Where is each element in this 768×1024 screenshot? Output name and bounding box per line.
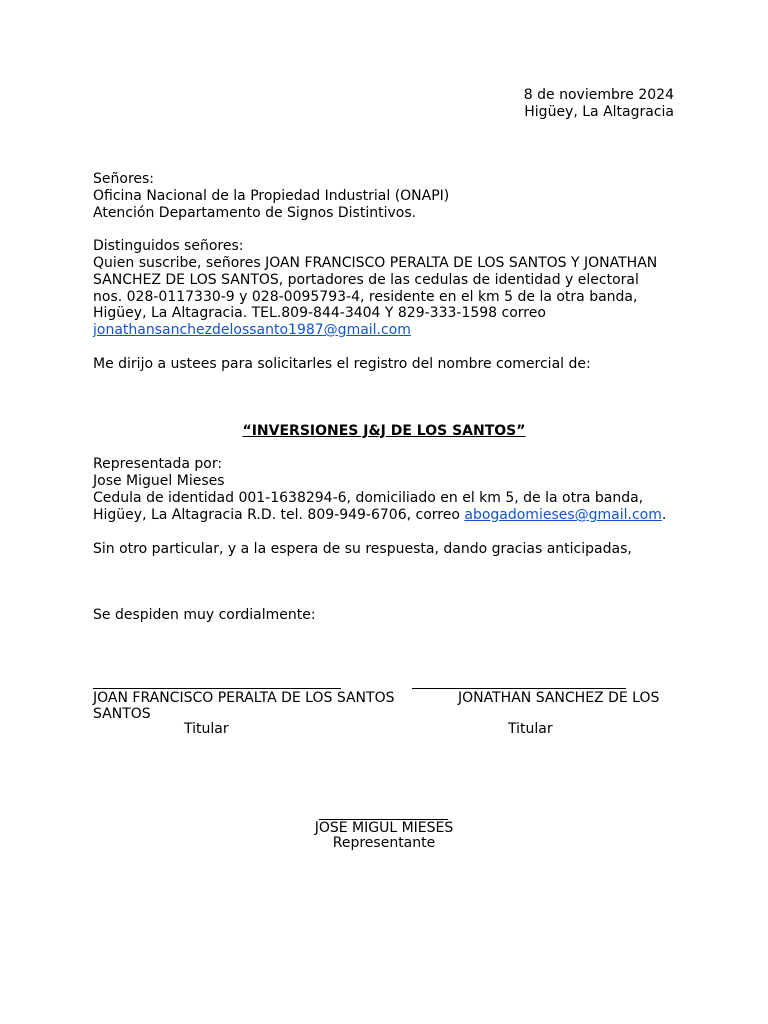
representative-signer-role: Representante [332, 835, 436, 851]
contact-suffix: . [661, 507, 667, 523]
closing-text: Sin otro particular, y a la espera de su respuesta, dando gracias anticipadas, [93, 541, 632, 557]
intro-line: Higüey, La Altagracia. TEL.809-844-3404 Y 829-333-1598 correo [93, 305, 546, 321]
intro-line: Quien suscribe, señores JOAN FRANCISCO PERALTA DE LOS SANTOS Y JONATHAN [93, 255, 658, 271]
email-link-jonathan[interactable]: jonathansanchezdelossanto1987@gmail.com [93, 322, 411, 338]
recipient-greeting: Señores: [93, 171, 155, 187]
representative-name: Jose Miguel Mieses [93, 473, 225, 489]
representative-contact-line [93, 507, 666, 524]
letter-date: 8 de noviembre 2024 [523, 87, 674, 103]
intro-line: nos. 028-0117330-9 y 028-0095793-4, residente en el km 5 de la otra banda, [93, 289, 638, 305]
signer-2-name: JONATHAN SANCHEZ DE LOS [458, 690, 660, 706]
farewell-text: Se despiden muy cordialmente: [93, 607, 316, 623]
signer-1-role: Titular [184, 721, 229, 737]
trade-name-title: “INVERSIONES J&J DE LOS SANTOS” [242, 423, 526, 439]
signer-1-name-continued: SANTOS [93, 706, 151, 722]
signature-line-2 [412, 688, 626, 689]
recipient-office: Oficina Nacional de la Propiedad Industrial (ONAPI) [93, 188, 450, 204]
email-link-mieses[interactable]: abogadomieses@gmail.com [464, 507, 662, 523]
salutation: Distinguidos señores: [93, 238, 244, 254]
recipient-attention: Atención Departamento de Signos Distintivos. [93, 205, 417, 221]
letter-place: Higüey, La Altagracia [524, 104, 674, 120]
represented-by-label: Representada por: [93, 456, 223, 472]
contact-prefix: Higüey, La Altagracia R.D. tel. 809-949-6706, correo [93, 507, 465, 523]
representative-signer-name: JOSE MIGUL MIESES [314, 820, 454, 836]
representative-id-line: Cedula de identidad 001-1638294-6, domiciliado en el km 5, de la otra banda, [93, 490, 644, 506]
intro-line: SANCHEZ DE LOS SANTOS, portadores de las cedulas de identidad y electoral [93, 272, 639, 288]
signature-line-1 [93, 688, 341, 689]
request-text: Me dirijo a ustees para solicitarles el registro del nombre comercial de: [93, 356, 591, 372]
signer-1-name: JOAN FRANCISCO PERALTA DE LOS SANTOS [93, 690, 395, 706]
signer-2-role: Titular [508, 721, 553, 737]
